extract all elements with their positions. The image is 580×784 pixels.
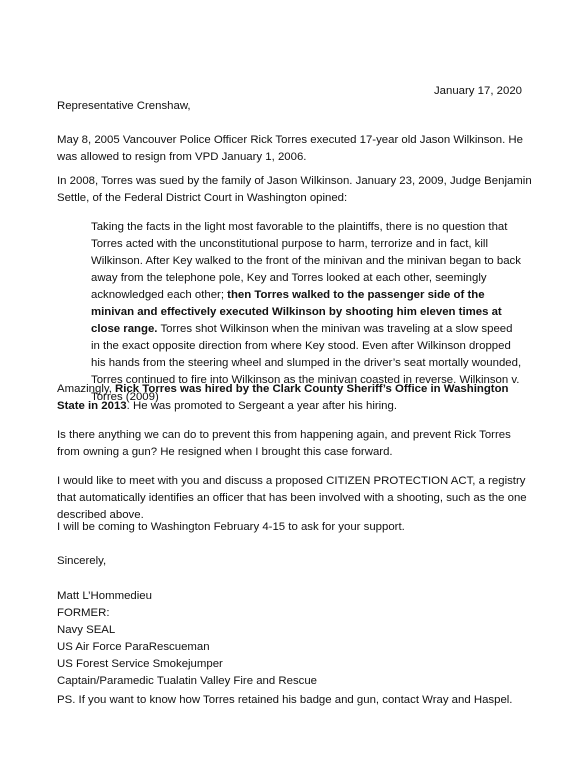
closing: Sincerely, [57,555,107,567]
signature-line-former: FORMER: [57,607,110,619]
signature-line-navy-seal: Navy SEAL [57,624,116,636]
signature-line-captain: Captain/Paramedic Tualatin Valley Fire and Rescue [57,675,318,687]
court-quote [91,219,523,406]
signature-line-smokejumper: US Forest Service Smokejumper [57,658,223,670]
paragraph-5: I would like to meet with you and discuss a proposed CITIZEN PROTECTION ACT, a registry that automatically identifies an officer that has been involved with a shooting, such as the one described above. [57,475,527,521]
paragraph-3-part-2: . He was promoted to Sergeant a year after his hiring. [126,400,398,412]
postscript: PS. If you want to know how Torres retained his badge and gun, contact Wray and Haspel. [57,694,513,706]
paragraph-3 [57,381,535,415]
court-quote-emphasis: then Torres walked to the passenger side of the minivan and effectively executed Wilkinson by shooting him eleven times at close range. [91,289,502,335]
court-quote-part-1: Taking the facts in the light most favorable to the plaintiffs, there is no question that Torres acted with the unconstitutional purpose to harm, terrorize and in fact, kill Wilkinson. After Key walked to the front of the minivan and the minivan began to back away from the telephone pole, Key and Torres looked at each other, seemingly acknowledged each other; [91,221,521,301]
paragraph-4: Is there anything we can do to prevent this from happening again, and prevent Rick Torres from owning a gun? He resigned when I brought this case forward. [57,429,511,458]
paragraph-3-part-1: Amazingly, [57,383,116,395]
signature-name: Matt L’Hommedieu [57,590,152,602]
signature-block [57,588,457,690]
paragraph-3-emphasis: Rick Torres was hired by the Clark County Sheriff’s Office in Washington State in 2013 [57,383,509,412]
signature-line-pararescue: US Air Force ParaRescueman [57,641,210,653]
letter-date: January 17, 2020 [433,85,522,97]
salutation: Representative Crenshaw, [57,100,191,112]
paragraph-1: May 8, 2005 Vancouver Police Officer Rick Torres executed 17-year old Jason Wilkinson. He was allowed to resign from VPD January 1, 2006. [57,134,523,163]
paragraph-6: I will be coming to Washington February 4-15 to ask for your support. [57,521,405,533]
paragraph-2: In 2008, Torres was sued by the family of Jason Wilkinson. January 23, 2009, Judge Benjamin Settle, of the Federal District Court in Washington opined: [57,175,532,204]
court-quote-part-2: Torres shot Wilkinson when the minivan was traveling at a slow speed in the exact opposite direction from where Key stood. Even after Wilkinson dropped his hands from the steering wheel and slumped in the driver’s seat mortally wounded, Torres continued to fire into Wilkinson as the minivan coasted in reverse. Wilkinson v. Torres (2009) [91,323,522,403]
